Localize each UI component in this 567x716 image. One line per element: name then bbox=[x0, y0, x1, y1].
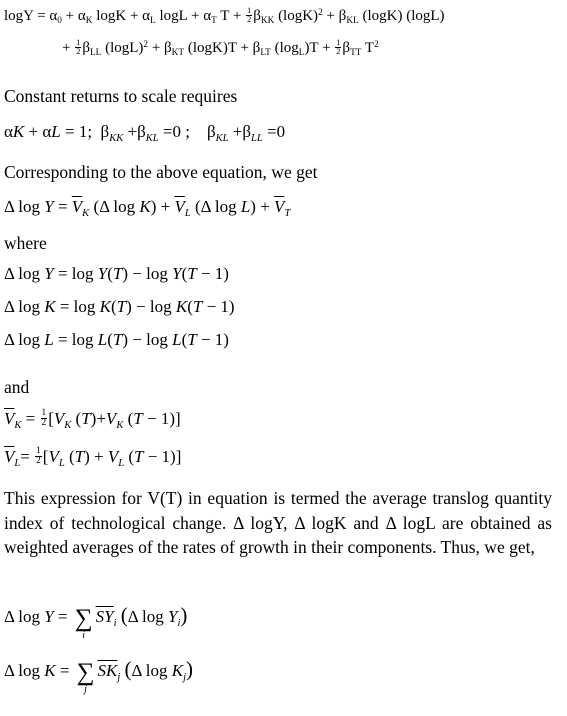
delta-log-l-definition: Δ log L = log L(T) − log L(T − 1) bbox=[4, 330, 229, 349]
sum-equation-y: Δ log Y = ∑ i $\overline{SY}_i$ (Δ $\log Y_i$) bbox=[4, 602, 188, 641]
paragraph-translog-index: This expression for V(T) in equation is termed the average translog quantity index of technological change. Δ logY, Δ logK and Δ logL are obtained as weighted averages of the rates of growth in their components. Thus, we get, bbox=[4, 488, 552, 557]
delta-log-k-definition: Δ log K = log K(T) − log K(T − 1) bbox=[4, 297, 235, 316]
translog-equation-line-2: + $\frac{1}{2}$ $\beta_{LL}$ $(\log L)^2 + \beta_{KT}$ $(\log K)T + \beta_{LT}$ $(\log_L)T$ + $\frac{1}{2}$ $\beta_{TT}$ $T^2$ bbox=[62, 37, 379, 59]
delta-log-y-definition: Δ log Y = log Y(T) − log Y(T − 1) bbox=[4, 264, 229, 283]
constant-returns-equation: αK + αL = 1; $\beta_{KK} +\beta_{KL} =0$ ; $\beta_{KL} +\beta_{LL} =0$ bbox=[4, 122, 286, 144]
sum-equation-k: Δ log K = ∑ j $\overline{SK}_j$ (Δ $\log K_j$) bbox=[4, 656, 194, 695]
text-constant-returns: Constant returns to scale requires bbox=[4, 86, 238, 106]
text-corresponding: Corresponding to the above equation, we get bbox=[4, 162, 318, 182]
vk-definition: $\overline{V}_K$ = $\frac{1}{2}$ [$V_K$ $(T)+V_K$ (T − 1)] bbox=[4, 407, 181, 431]
text-where: where bbox=[4, 233, 47, 253]
growth-equation: Δ $\log Y = \overline{V}_K$ (Δ $\log K) + \overline{V}_L$ (Δ $\log L) + \overline{V}_T$ bbox=[4, 197, 291, 219]
text-and: and bbox=[4, 377, 30, 397]
vl-definition: $\overline{V}_L=$ $\frac{1}{2}$ [$V_L$ $(T) + V_L$ (T − 1)] bbox=[4, 445, 182, 469]
translog-equation-line-1: $\log Y = \alpha_0 + \alpha_K$ $\log K + \alpha_L$ $\log L + \alpha_T$ T + $\frac{1}{2}$ $\beta_{KK}$ $(\log K)^2 + \beta_{KL}$ (logK) (logL) bbox=[4, 5, 445, 27]
